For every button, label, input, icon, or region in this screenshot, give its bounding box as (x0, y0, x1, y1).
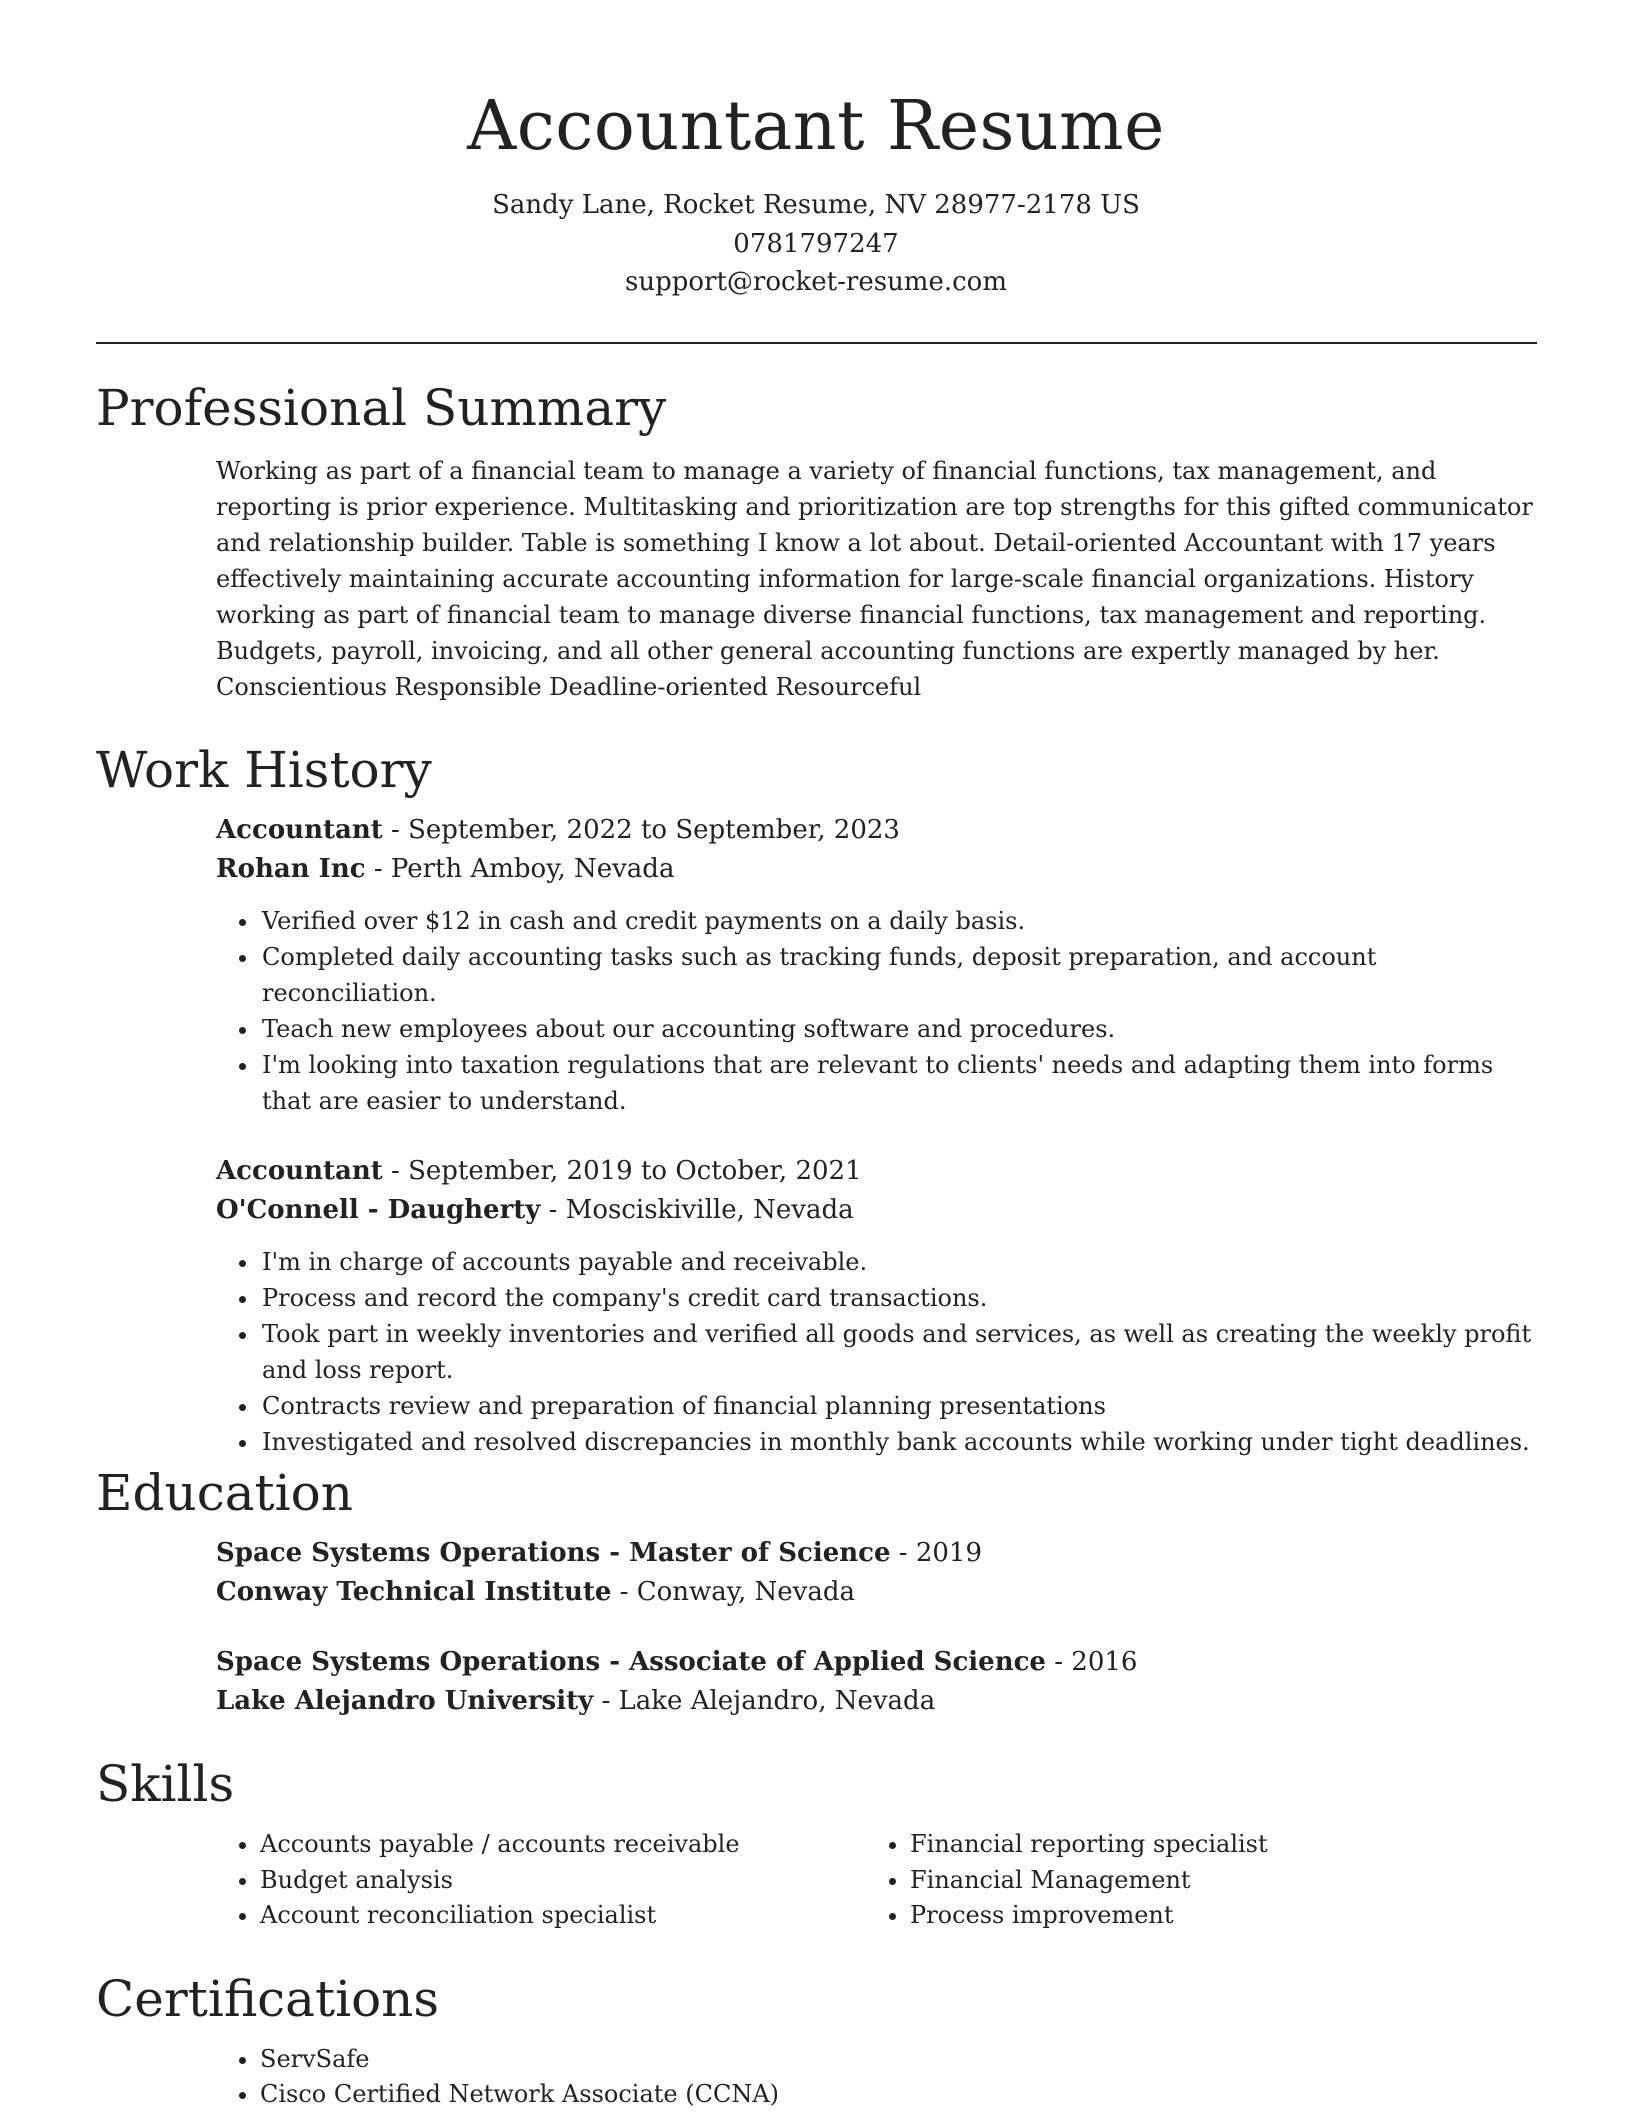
skills-title: Skills (96, 1755, 235, 1813)
work-history-section (96, 737, 1537, 1493)
degree-year: - 2019 (890, 1538, 983, 1568)
degree-line (216, 1643, 1537, 1682)
list-item: • Took part in weekly inventories and verified all goods and services, as well as creating the weekly profit and loss report. (260, 1316, 1537, 1388)
header-divider (96, 342, 1537, 344)
education-entry (216, 1534, 1537, 1611)
list-item: • Budget analysis (260, 1863, 866, 1899)
resume-title: Accountant Resume (467, 87, 1165, 166)
job-location: - Perth Amboy, Nevada (365, 853, 675, 884)
school-location: - Conway, Nevada (611, 1576, 856, 1607)
address-line: Sandy Lane, Rocket Resume, NV 28977-2178 US (492, 190, 1140, 220)
summary-title: Professional Summary (96, 379, 667, 437)
work-history-body (216, 811, 1537, 1460)
list-item: • Cisco Certified Network Associate (CCNA) (260, 2077, 1537, 2112)
job-company: O'Connell - Daugherty (216, 1194, 541, 1225)
education-section (96, 1460, 1537, 1720)
summary-text: Working as part of a financial team to manage a variety of financial functions, tax management, and reporting is prior experience. Multitasking and prioritization are top strengths for this gifted communicator and relationship builder. Table is something I know a lot about. Detail-oriented Accountant with 17 years effectively maintaining accurate accounting information for large-scale financial organizations. History working as part of financial team to manage diverse financial functions, tax management and reporting. Budgets, payroll, invoicing, and all other general accounting functions are expertly managed by her. Conscientious Responsible Deadline-oriented Resourceful (216, 457, 1533, 701)
list-item: • Completed daily accounting tasks such as tracking funds, deposit preparation, and account reconciliation. (260, 939, 1537, 1011)
list-item: • Process improvement (910, 1898, 1516, 1934)
list-item: • I'm in charge of accounts payable and receivable. (260, 1244, 1537, 1280)
list-item: • Investigated and resolved discrepancies in monthly bank accounts while working under tight deadlines. (260, 1424, 1537, 1460)
education-entry (216, 1643, 1537, 1720)
skills-column-right (866, 1827, 1516, 1934)
skills-body (216, 1827, 1537, 1934)
job-dates: - September, 2022 to September, 2023 (382, 815, 900, 845)
skills-section (96, 1751, 1537, 1934)
education-body (216, 1534, 1537, 1720)
contact-block (0, 186, 1632, 302)
degree-year: - 2016 (1045, 1647, 1138, 1677)
school-location: - Lake Alejandro, Nevada (593, 1685, 936, 1716)
skills-column-left (216, 1827, 866, 1934)
degree-line (216, 1534, 1537, 1573)
school: Conway Technical Institute (216, 1576, 612, 1607)
list-item: • Contracts review and preparation of financial planning presentations (260, 1388, 1537, 1424)
job-company-line (216, 1191, 1537, 1230)
work-history-title: Work History (96, 741, 432, 799)
phone-line: 0781797247 (733, 228, 899, 259)
school: Lake Alejandro University (216, 1685, 594, 1716)
list-item: • Accounts payable / accounts receivable (260, 1827, 866, 1863)
job-entry (216, 811, 1537, 1119)
certifications-list (216, 2042, 1537, 2112)
degree: Space Systems Operations - Associate of Applied Science (216, 1647, 1046, 1677)
list-item: • ServSafe (260, 2042, 1537, 2077)
list-item: • Verified over $12 in cash and credit payments on a daily basis. (260, 903, 1537, 939)
job-role: Accountant (216, 815, 383, 845)
certifications-title: Certifications (96, 1970, 440, 2028)
job-bullets (216, 1244, 1537, 1460)
list-item: • Teach new employees about our accounting software and procedures. (260, 1011, 1537, 1047)
job-title-line (216, 1152, 1537, 1191)
certifications-body (216, 2042, 1537, 2112)
degree: Space Systems Operations - Master of Science (216, 1538, 891, 1568)
summary-section (96, 375, 1537, 705)
job-bullets (216, 903, 1537, 1119)
job-location: - Mosciskiville, Nevada (540, 1194, 854, 1225)
summary-body (216, 453, 1537, 705)
job-role: Accountant (216, 1156, 383, 1186)
school-line (216, 1682, 1537, 1721)
list-item: • Account reconciliation specialist (260, 1898, 866, 1934)
resume-header (0, 0, 1632, 302)
job-dates: - September, 2019 to October, 2021 (382, 1156, 862, 1186)
list-item: • Financial Management (910, 1863, 1516, 1899)
education-title: Education (96, 1464, 353, 1522)
certifications-section (96, 1966, 1537, 2112)
school-line (216, 1573, 1537, 1612)
job-company: Rohan Inc (216, 853, 366, 884)
job-title-line (216, 811, 1537, 850)
email-line: support@rocket-resume.com (624, 267, 1007, 297)
skills-grid (216, 1827, 1537, 1934)
job-entry (216, 1152, 1537, 1460)
list-item: • Financial reporting specialist (910, 1827, 1516, 1863)
list-item: • I'm looking into taxation regulations that are relevant to clients' needs and adapting them into forms that are easier to understand. (260, 1047, 1537, 1119)
list-item: • Process and record the company's credit card transactions. (260, 1280, 1537, 1316)
job-company-line (216, 850, 1537, 889)
